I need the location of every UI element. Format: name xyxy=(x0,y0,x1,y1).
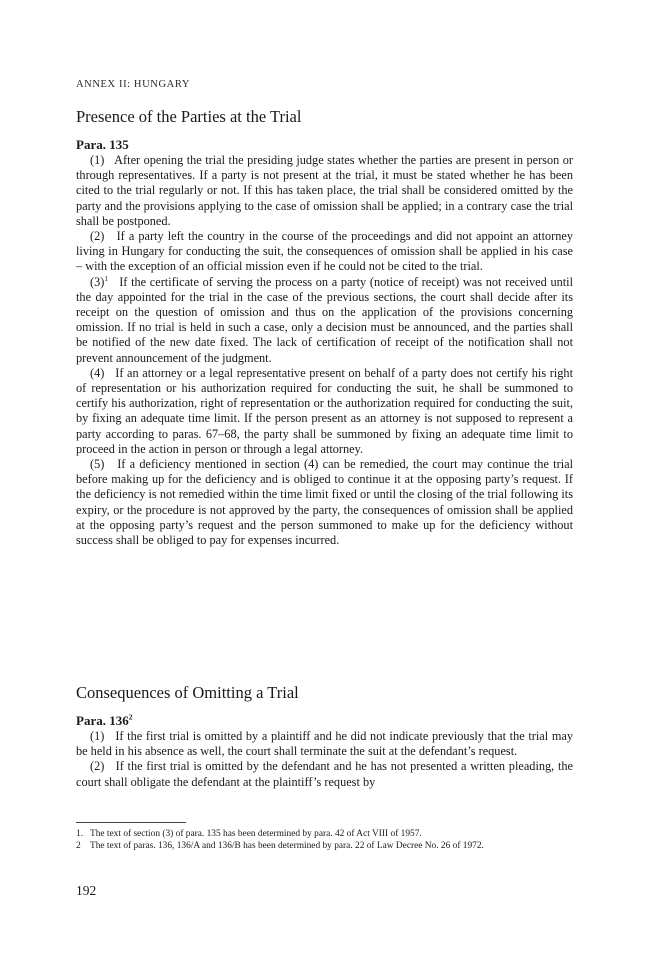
paragraph-number: (3) xyxy=(90,274,105,289)
paragraph-text: If the first trial is omitted by the defendant and he has not presented a written pleading, the court shall obligate the defendant at the plaintiff’s request by xyxy=(76,759,573,789)
section-title-consequences: Consequences of Omitting a Trial xyxy=(76,683,299,702)
paragraph-135-5 xyxy=(76,457,573,548)
footnote-number: 2 xyxy=(76,841,81,851)
footnote-marker: 1 xyxy=(104,273,109,283)
section-body-135 xyxy=(76,153,573,548)
paragraph-text: If an attorney or a legal representative present on behalf of a party does not certify his right of representation or his authorization required for conducting the suit, he shall be summoned to certify his authorization, right of representation or the authorization required for conducting the suit, by fixing an adequate time limit. If the person present as an attorney is not supposed to represent a party according to paras. 67–68, the party shall be summoned by fixing an adequate time limit to proceed in the action in person or through a legal attorney. xyxy=(76,365,573,456)
paragraph-number: (5) xyxy=(90,457,105,472)
page-number: 192 xyxy=(76,883,97,898)
running-head: ANNEX II: HUNGARY xyxy=(76,79,191,90)
paragraph-135-3 xyxy=(76,275,573,366)
paragraph-number: (4) xyxy=(90,365,105,380)
footnotes xyxy=(76,828,573,852)
footnote-2 xyxy=(76,840,573,852)
footnote-text: The text of section (3) of para. 135 has been determined by para. 42 of Act VIII of 1957. xyxy=(90,829,422,839)
para-heading-135 xyxy=(76,137,129,153)
paragraph-text: If the first trial is omitted by a plaintiff and he did not indicate previously that the trial may be held in his absence as well, the court shall terminate the suit at the defendant’s request. xyxy=(76,729,573,759)
paragraph-text: If the certificate of serving the process on a party (notice of receipt) was not received until the day appointed for the trial in the case of the previous sections, the court shall decide after its receipt on the question of omission and thus on the application of the provisions concerning omission. If no trial is held in such a case, only a decision must be announced, and the parties shall be notified of the new date fixed. The lack of certification of receipt of the notification shall not prevent announcement of the judgment. xyxy=(76,274,573,365)
footnote-divider xyxy=(76,822,186,823)
paragraph-text: If a deficiency mentioned in section (4) can be remedied, the court may continue the trial before making up for the deficiency and is obliged to continue it at the opposing party’s request. If the deficiency is not remedied within the time limit fixed or until the closing of the trial following its expiry, or the procedure is not approved by the party, the consequences of omission shall be applied at the opposing party’s request and the person summoned to make up for the deficiency without success shall be obliged to pay for expenses incurred. xyxy=(76,457,573,548)
paragraph-number: (1) xyxy=(90,153,105,167)
paragraph-135-1 xyxy=(76,153,573,229)
document-page xyxy=(76,0,573,975)
para-label: Para. 136 xyxy=(76,713,129,728)
section-body-136 xyxy=(76,729,573,790)
paragraph-136-1 xyxy=(76,729,573,759)
footnote-1 xyxy=(76,828,573,840)
paragraph-text: After opening the trial the presiding judge states whether the parties are present in person or through representatives. If a party is not present at the trial, it must be stated whether he has been cited to the trial regularly or not. If this has taken place, the trial shall be considered omitted by the party and the provisions applying to the case of omission shall be applied; in a contrary case the trial shall be postponed. xyxy=(76,153,573,228)
paragraph-number: (2) xyxy=(90,229,105,244)
para-label: Para. 135 xyxy=(76,137,129,152)
para-footnote-marker: 2 xyxy=(128,712,133,722)
para-heading-136 xyxy=(76,713,132,729)
footnote-number: 1. xyxy=(76,829,84,839)
paragraph-number: (2) xyxy=(90,759,105,774)
footnote-text: The text of paras. 136, 136/A and 136/B has been determined by para. 22 of Law Decree No. 26 of 1972. xyxy=(90,841,484,851)
paragraph-text: If a party left the country in the course of the proceedings and did not appoint an attorney living in Hungary for conducting the suit, the consequences of omission shall be applied in his case – with the exception of an official mission even if he could not be cited to the trial. xyxy=(76,229,573,274)
paragraph-135-4 xyxy=(76,366,573,457)
paragraph-135-2 xyxy=(76,229,573,275)
paragraph-number: (1) xyxy=(90,729,105,743)
paragraph-136-2 xyxy=(76,759,573,789)
section-title-presence: Presence of the Parties at the Trial xyxy=(76,107,302,126)
